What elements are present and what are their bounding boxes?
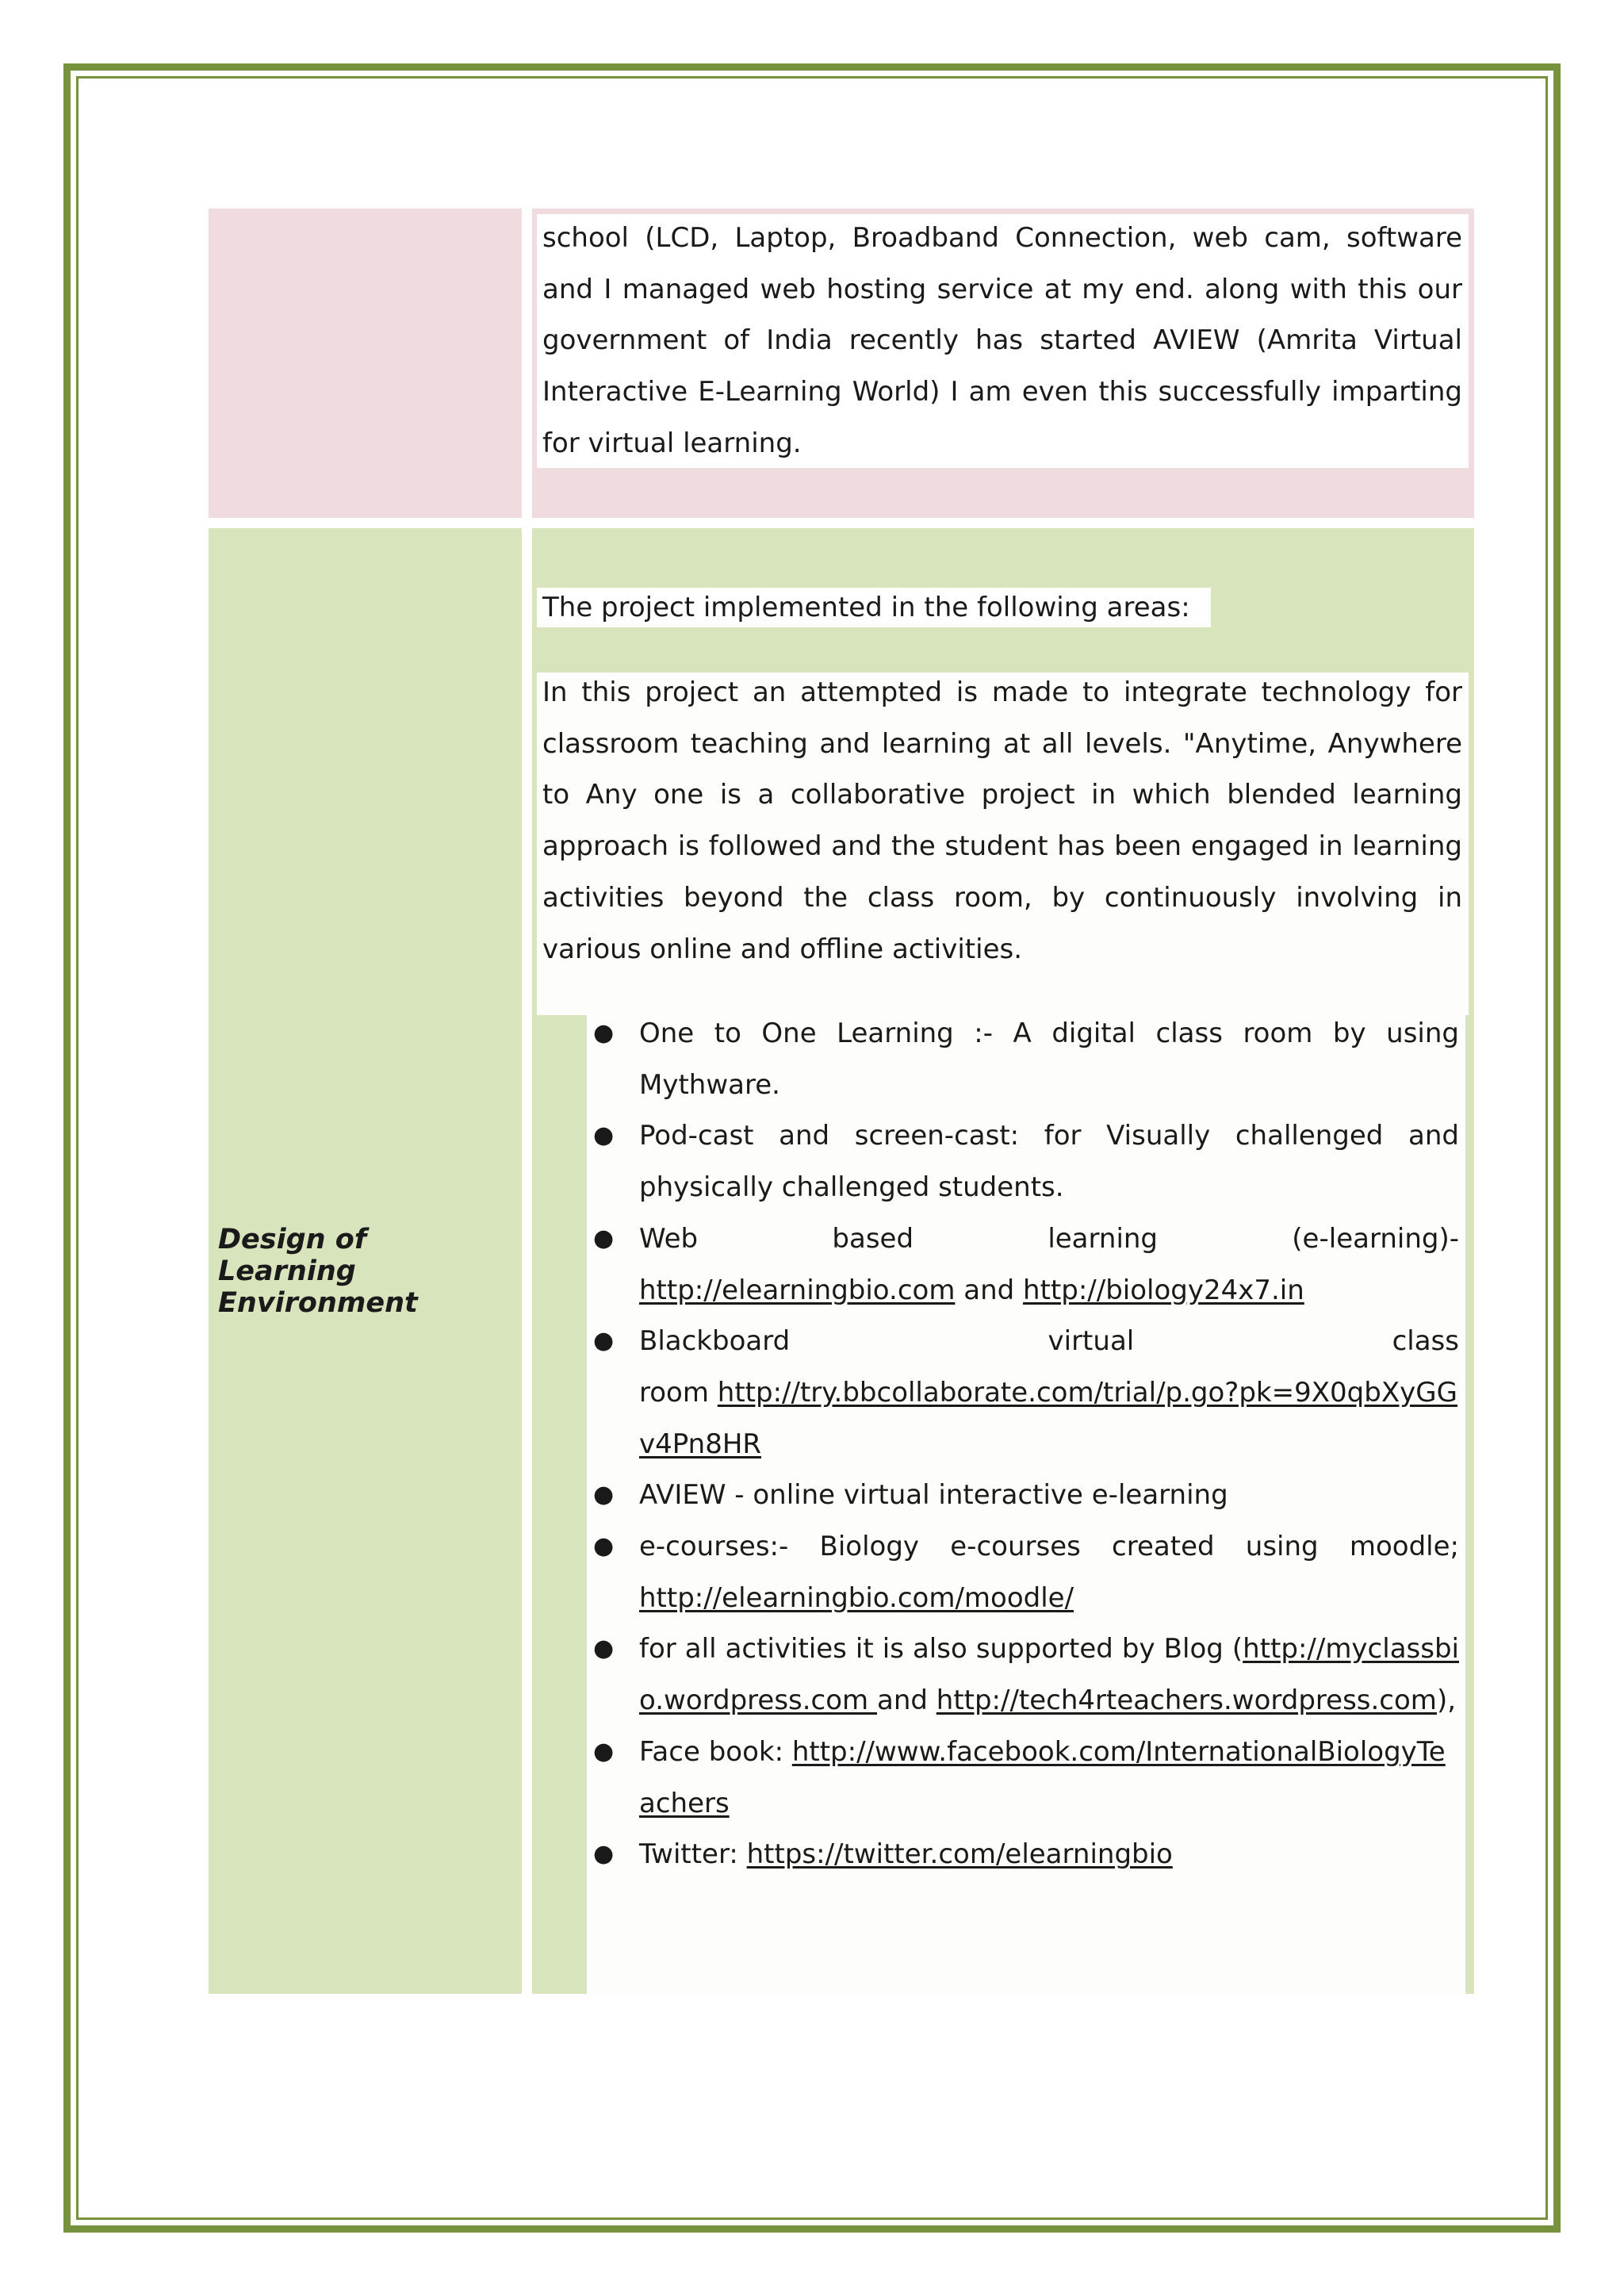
row2-heading-box [537,588,1211,627]
intro-paragraph: In this project an attempted is made to integrate technology for classroom teaching and learning at all levels. "Anytime, Anywhere to Any one is a collaborative project in which blended learning approach is followed and the student has been engaged in learning activities beyond the class room, by continuously involving in various online and offline activities. [542,677,1462,965]
elearningbio-link[interactable]: http://elearningbio.com [639,1274,956,1306]
list-item: ● Web based learning (e-learning)- http://elearningbio.com and http://biology24x7.in [587,1213,1459,1316]
bullet-icon: ● [593,1635,615,1663]
list-item: ● AVIEW - online virtual interactive e-learning [587,1470,1459,1521]
row1-paragraph: school (LCD, Laptop, Broadband Connection, web cam, software and I managed web hosting service at my end. along with this our government of India recently has started AVIEW (Amrita Virtual Interactive E-Learning World) I am even this successfully imparting for virtual learning. [542,222,1462,459]
bullet-icon: ● [593,1481,615,1509]
list-item: ● One to One Learning :- A digital class room by using Mythware. [587,1008,1459,1110]
row1-text-box [537,214,1469,468]
row2-intro-box [537,673,1469,1015]
row1-label-cell [209,209,522,518]
tech4rteachers-link[interactable]: http://tech4rteachers.wordpress.com [936,1685,1437,1717]
myclassbio-link[interactable]: http://myclassbio.wordpress.com [639,1633,1459,1717]
bullet-icon: ● [593,1224,615,1252]
row2-bullets-box [587,1015,1465,1994]
list-item: ● Twitter: https://twitter.com/elearningbio [587,1829,1459,1880]
bullet-icon: ● [593,1019,615,1047]
bullet-icon: ● [593,1737,615,1765]
biology24x7-link[interactable]: http://biology24x7.in [1023,1274,1304,1306]
list-item: ● Blackboard virtual class room http://try.bbcollaborate.com/trial/p.go?pk=9X0qbXyGGv4Pn8HR [587,1316,1459,1470]
row-label: Design of Learning Environment [218,1224,418,1319]
list-item: ● Pod-cast and screen-cast: for Visually challenged and physically challenged students. [587,1110,1459,1213]
bullet-list [587,1008,1459,1880]
moodle-link[interactable]: http://elearningbio.com/moodle/ [639,1581,1074,1614]
bullet-icon: ● [593,1327,615,1355]
bullet-icon: ● [593,1840,615,1869]
facebook-link[interactable]: http://www.facebook.com/InternationalBiologyTeachers [639,1735,1446,1819]
section-heading: The project implemented in the following areas: [542,592,1190,623]
bbcollaborate-link[interactable]: http://try.bbcollaborate.com/trial/p.go?pk=9X0qbXyGGv4Pn8HR [639,1376,1457,1460]
bullet-icon: ● [593,1532,615,1561]
twitter-link[interactable]: https://twitter.com/elearningbio [746,1838,1173,1871]
list-item: ● for all activities it is also supported by Blog (http://myclassbio.wordpress.com and http://tech4rteachers.wordpress.com), [587,1623,1459,1726]
list-item: ● Face book: http://www.facebook.com/InternationalBiologyTeachers [587,1727,1459,1829]
bullet-icon: ● [593,1121,615,1150]
list-item: ● e-courses:- Biology e-courses created using moodle; http://elearningbio.com/moodle/ [587,1521,1459,1623]
row2-label-cell [209,528,522,1994]
